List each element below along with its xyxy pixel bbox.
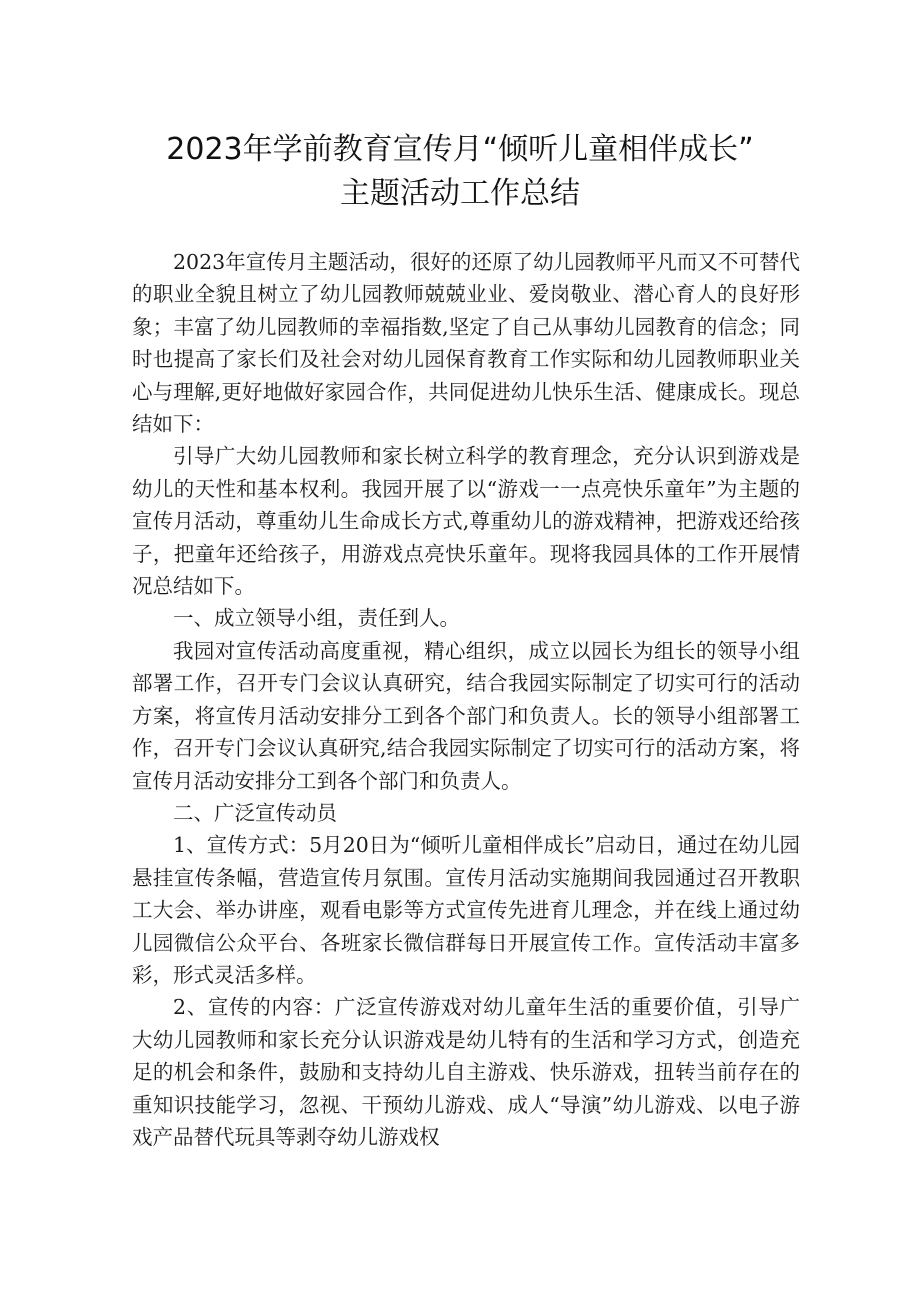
title-line-2: 主题活动工作总结 [340,176,580,211]
paragraph-concept: 引导广大幼儿园教师和家长树立科学的教育理念，充分认识到游戏是幼儿的天性和基本权利。我园开展了以“游戏一一点亮快乐童年”为主题的宣传月活动，尊重幼儿生命成长方式,尊重幼儿的游戏精神，把游戏还给孩子，把童年还给孩子，用游戏点亮快乐童年。现将我园具体的工作开展情况总结如下。 [132,444,800,599]
document-title [100,128,820,216]
title-line-1: 2023年学前教育宣传月“倾听儿童相伴成长” [166,132,754,167]
paragraph-publicity-content: 2、宣传的内容：广泛宣传游戏对幼儿童年生活的重要价值，引导广大幼儿园教师和家长充分认识游戏是幼儿特有的生活和学习方式，创造充足的机会和条件，鼓励和支持幼儿自主游戏、快乐游戏，扭转当前存在的重知识技能学习，忽视、干预幼儿游戏、成人“导演”幼儿游戏、以电子游戏产品替代玩具等剥夺幼儿游戏权 [132,995,800,1149]
section-heading-2: 二、广泛宣传动员 [173,800,337,825]
paragraph-intro: 2023年宣传月主题活动，很好的还原了幼儿园教师平凡而又不可替代的职业全貌且树立了幼儿园教师兢兢业业、爱岗敬业、潜心育人的良好形象；丰富了幼儿园教师的幸福指数,坚定了自己从事幼儿园教育的信念；同时也提高了家长们及社会对幼儿园保育教育工作实际和幼儿园教师职业关心与理解,更好地做好家园合作，共同促进幼儿快乐生活、健康成长。现总结如下： [132,250,800,437]
paragraph-leadership: 我园对宣传活动高度重视，精心组织，成立以园长为组长的领导小组部署工作，召开专门会议认真研究，结合我园实际制定了切实可行的活动方案，将宣传月活动安排分工到各个部门和负责人。长的领导小组部署工作，召开专门会议认真研究,结合我园实际制定了切实可行的活动方案，将宣传月活动安排分工到各个部门和负责人。 [132,638,800,793]
section-heading-1: 一、成立领导小组，责任到人。 [173,606,460,631]
document-body [132,246,800,1153]
paragraph-publicity-method: 1、宣传方式：5月20日为“倾听儿童相伴成长”启动日，通过在幼儿园悬挂宣传条幅，营造宣传月氛围。宣传月活动实施期间我园通过召开教职工大会、举办讲座，观看电影等方式宣传先进育儿理念，并在线上通过幼儿园微信公众平台、各班家长微信群每日开展宣传工作。宣传活动丰富多彩，形式灵活多样。 [132,833,800,987]
